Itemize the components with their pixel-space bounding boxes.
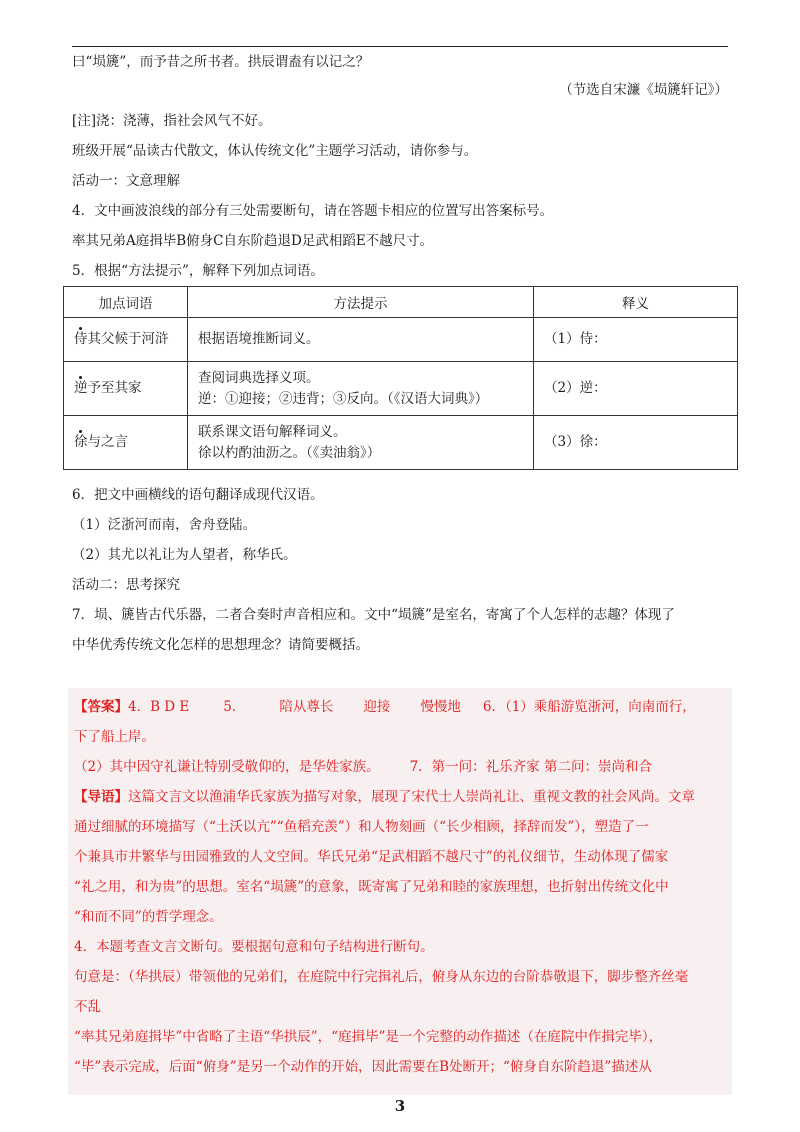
answer-line3 [74,758,652,776]
word-rest: 予至其家 [87,380,142,396]
answer-cell: （3）徐： [534,416,738,470]
passage-note: [注]浇：浇薄，指社会风气不好。 [72,113,272,129]
hint-line: 根据语境推断词义。 [198,331,320,347]
q5-prompt: 5．根据“方法提示”，解释下列加点词语。 [72,263,324,279]
dotted-char: 徐 [74,434,88,450]
header-meaning: 释义 [534,287,738,318]
answer-q5-a3: 慢慢地 [420,699,461,715]
hint-line: 联系课文语句解释词义。 [198,423,347,440]
activity-intro: 班级开展“品读古代散文，体认传统文化”主题学习活动，请你参与。 [72,143,478,159]
guide-line1 [74,788,695,806]
hint-line: 徐以杓酌油沥之。（《卖油翁》） [198,444,381,461]
word-rest: 与之言 [87,434,128,450]
word-cell [64,318,188,362]
guide-line4: “礼之用，和为贵”的思想。室名“埙篪”的意象，既寄寓了兄弟和睦的家族理想，也折射出传统文化中 [74,879,669,895]
answer-q5-num: 5． [223,699,246,715]
vocab-table [63,286,738,470]
table-row [64,416,738,470]
analysis-line3: 不乱 [74,999,101,1015]
page-number: 3 [394,1097,406,1115]
answer-q6-1b: 下了船上岸。 [74,729,155,745]
dotted-char: 逆 [74,380,88,396]
passage-last-line: 曰“埙篪”，而予昔之所书者。拱辰谓盍有以记之？ [72,54,370,70]
word-cell [64,416,188,470]
q7-line2: 中华优秀传统文化怎样的思想理念？请简要概括。 [72,637,369,653]
q4-text: 率其兄弟A庭揖毕B俯身C自东阶趋退D足武相蹈E不越尺寸。 [72,233,434,249]
answer-tag: 【答案】 [74,699,128,715]
q7-line1: 7．埙、篪皆古代乐器，二者合奏时声音相应和。文中“埙篪”是室名，寄寓了个人怎样的志趣？体现了 [72,607,675,623]
header-word: 加点词语 [64,287,188,318]
answer-q6-1a: 6．（1）乘船游览浙河，向南而行， [482,699,696,715]
answer-q7: 7．第一问：礼乐齐家 第二问：崇尚和合 [409,759,652,775]
answer-q5-a1: 陪从尊长 [279,699,334,715]
word-cell [64,362,188,416]
answer-cell: （2）逆： [534,362,738,416]
table-row [64,362,738,416]
answer-q4: 4．B D E [128,699,190,715]
activity1-heading: 活动一：文意理解 [72,173,180,189]
guide-line3: 个兼具市井繁华与田园雅致的人文空间。华氏兄弟“足武相蹈不越尺寸”的礼仪细节，生动体现了儒家 [74,849,669,865]
analysis-line1: 4．本题考查文言文断句。要根据句意和句子结构进行断句。 [74,939,434,955]
analysis-line4: “率其兄弟庭揖毕”中省略了主语“华拱辰”，“庭揖毕”是一个完整的动作描述（在庭院中作揖完毕）， [74,1029,663,1045]
dotted-char: 侍 [74,331,88,347]
q6-item1: （1）泛浙河而南，舍舟登陆。 [72,517,257,533]
passage-source: （节选自宋濂《埙篪轩记》） [559,82,728,98]
header-hint: 方法提示 [188,287,534,318]
hint-line: 查阅词典选择义项。 [198,369,320,386]
answer-q5-a2: 迎接 [363,699,391,715]
q6-prompt: 6．把文中画横线的语句翻译成现代汉语。 [72,487,324,503]
analysis-line2: 句意是：（华拱辰）带领他的兄弟们，在庭院中行完揖礼后，俯身从东边的台阶恭敬退下，脚步整齐丝毫 [74,969,689,985]
answer-line1 [74,698,696,716]
answer-cell: （1）侍： [534,318,738,362]
q6-item2: （2）其尤以礼让为人望者，称华氏。 [72,547,297,563]
guide-tag: 【导语】 [74,789,128,805]
activity2-heading: 活动二：思考探究 [72,577,180,593]
guide-line5: “和而不同”的哲学理念。 [74,909,223,925]
hint-cell [188,318,534,362]
hint-line: 逆：①迎接；②违背；③反向。（《汉语大词典》） [198,390,489,407]
answer-q6-2: （2）其中因守礼谦让特别受敬仰的，是华姓家族。 [74,759,380,775]
hint-cell [188,416,534,470]
guide-line2: 通过细腻的环境描写（“土沃以亢”“鱼稻充羡”）和人物刻画（“长少相顾，择辞而发”），塑造了一 [74,819,649,835]
vocab-table-header [64,287,738,318]
q4-prompt: 4．文中画波浪线的部分有三处需要断句，请在答题卡相应的位置写出答案标号。 [72,203,554,219]
guide-text: 这篇文言文以渔浦华氏家族为描写对象，展现了宋代士人崇尚礼让、重视文教的社会风尚。文章 [128,789,695,805]
table-row [64,318,738,362]
analysis-line5: “毕”表示完成，后面“俯身”是另一个动作的开始，因此需要在B处断开；“俯身自东阶趋退”描述从 [74,1059,652,1075]
header-rule [72,46,728,47]
word-rest: 其父候于河浒 [87,331,169,347]
hint-cell [188,362,534,416]
